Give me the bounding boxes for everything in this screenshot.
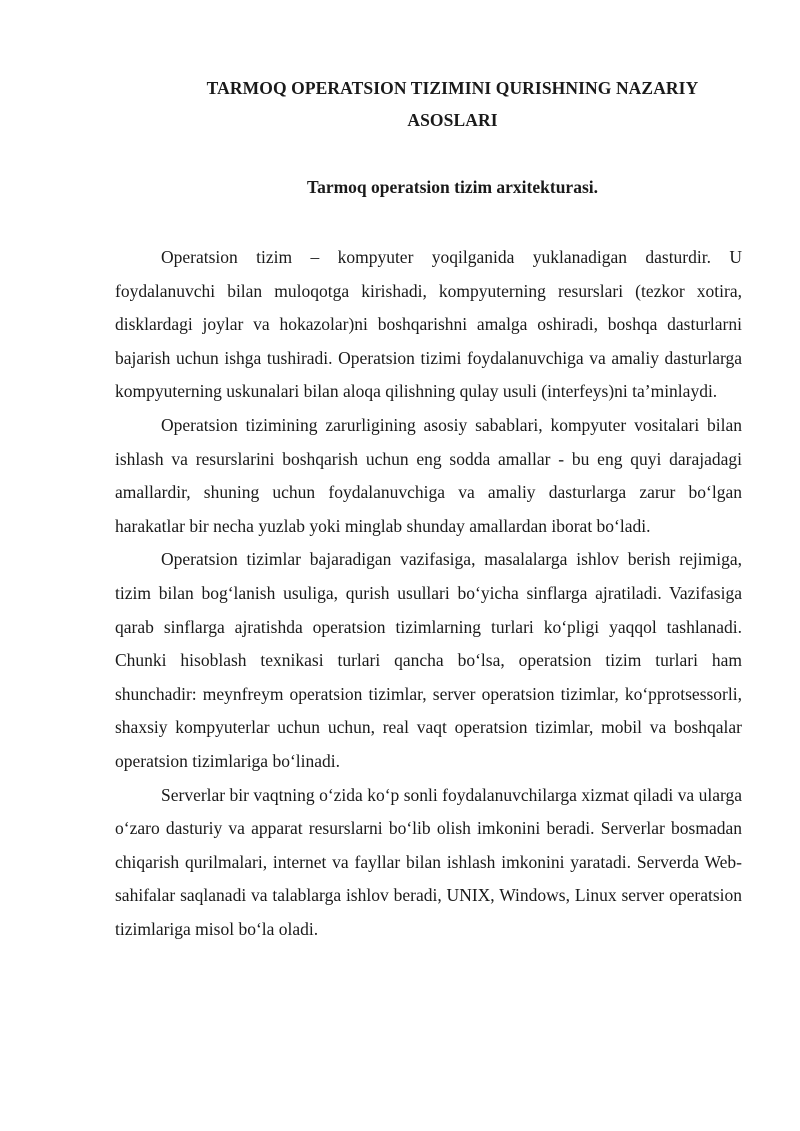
document-page (115, 72, 742, 946)
paragraph-4: Serverlar bir vaqtning o‘zida ko‘p sonli foydalanuvchilarga xizmat qiladi va ularga o‘zaro dasturiy va apparat resurslarni bo‘lib olish imkonini beradi. Serverlar bosmadan chiqarish qurilmalari, internet va fayllar bilan ishlash imkonini yaratadi. Serverda Web-sahifalar saqlanadi va talablarga ishlov beradi, UNIX, Windows, Linux server operatsion tizimlariga misol bo‘la oladi. (115, 784, 742, 939)
paragraph-1: Operatsion tizim – kompyuter yoqilganida yuklanadigan dasturdir. U foydalanuvchi bilan muloqotga kirishadi, kompyuterning resurslari (tezkor xotira, disklardagi joylar va hokazolar)ni boshqarishni amalga oshiradi, boshqa dasturlarni bajarish uchun ishga tushiradi. Operatsion tizimi foydalanuvchiga va amaliy dasturlarga kompyuterning uskunalari bilan aloqa qilishning qulay usuli (interfeys)ni ta’minlaydi. (115, 247, 742, 402)
document-title: TARMOQ OPERATSION TIZIMINI QURISHNING NAZARIY ASOSLARI (206, 78, 699, 130)
document-body (115, 241, 742, 946)
paragraph-2: Operatsion tizimining zarurligining asosiy sabablari, kompyuter vositalari bilan ishlash va resurslarini boshqarish uchun eng sodda amallar - bu eng quyi darajadagi amallardir, shuning uchun foydalanuvchiga va amaliy dasturlarga zarur bo‘lgan harakatlar bir necha yuzlab yoki minglab shunday amallardan iborat bo‘ladi. (115, 414, 742, 536)
section-heading: Tarmoq operatsion tizim arxitekturasi. (307, 177, 598, 197)
paragraph-3: Operatsion tizimlar bajaradigan vazifasiga, masalalarga ishlov berish rejimiga, tizim bilan bog‘lanish usuliga, qurish usullari bo‘yicha sinflarga ajratiladi. Vazifasiga qarab sinflarga ajratishda operatsion tizimlarning turlari ko‘pligi yaqqol tashlanadi. Chunki hisoblash texnikasi turlari qancha bo‘lsa, operatsion tizim turlari ham shunchadir: meynfreym operatsion tizimlar, server operatsion tizimlar, ko‘pprotsessorli, shaxsiy kompyuterlar uchun uchun, real vaqt operatsion tizimlar, mobil va boshqalar operatsion tizimlariga bo‘linadi. (115, 549, 742, 771)
